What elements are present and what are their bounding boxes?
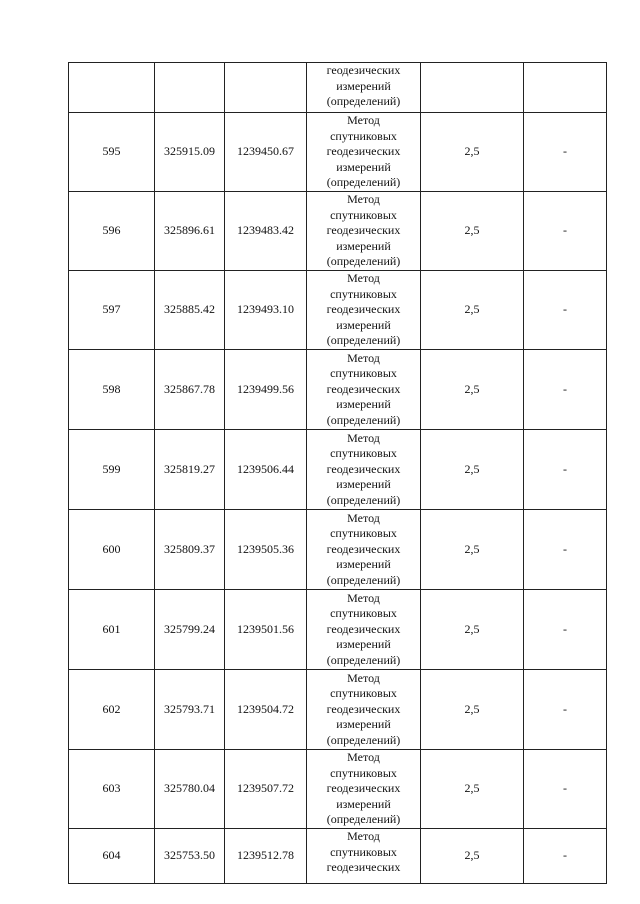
method-line: (определений) — [326, 492, 401, 507]
cell-method — [307, 750, 421, 829]
cell-note: - — [524, 430, 607, 510]
method-line: геодезических — [326, 223, 401, 238]
cell-x: 325799.24 — [155, 590, 225, 670]
cell-y: 1239493.10 — [225, 271, 307, 350]
cell-accuracy: 2,5 — [421, 750, 524, 829]
cell-accuracy: 2,5 — [421, 113, 524, 192]
cell-num: 602 — [69, 670, 155, 750]
method-line: Метод — [347, 750, 380, 764]
table-row — [69, 113, 607, 192]
table-row — [69, 670, 607, 750]
table-row — [69, 430, 607, 510]
method-line: измерений — [336, 557, 391, 572]
method-line: (определений) — [326, 94, 401, 109]
cell-note — [524, 63, 607, 113]
cell-accuracy: 2,5 — [421, 670, 524, 750]
cell-method — [307, 510, 421, 590]
cell-method — [307, 828, 421, 883]
cell-num — [69, 63, 155, 113]
cell-num: 599 — [69, 430, 155, 510]
cell-accuracy: 2,5 — [421, 350, 524, 430]
method-line: Метод — [347, 192, 380, 207]
cell-num: 598 — [69, 350, 155, 430]
method-line: геодезических — [326, 63, 401, 77]
coordinates-table — [68, 62, 607, 884]
method-line: спутниковых — [330, 446, 397, 461]
method-line: измерений — [336, 796, 391, 811]
cell-accuracy: 2,5 — [421, 510, 524, 590]
cell-method — [307, 350, 421, 430]
method-line: измерений — [336, 78, 391, 93]
cell-y: 1239506.44 — [225, 430, 307, 510]
cell-y: 1239507.72 — [225, 750, 307, 829]
method-line: Метод — [347, 271, 380, 286]
table-row — [69, 350, 607, 430]
table-row — [69, 510, 607, 590]
cell-note: - — [524, 271, 607, 350]
table-body — [69, 63, 607, 884]
cell-y: 1239483.42 — [225, 192, 307, 271]
cell-y: 1239505.36 — [225, 510, 307, 590]
cell-y — [225, 63, 307, 113]
cell-x: 325753.50 — [155, 828, 225, 883]
method-line: измерений — [336, 238, 391, 253]
method-line: геодезических — [326, 860, 401, 875]
cell-method — [307, 670, 421, 750]
cell-x — [155, 63, 225, 113]
method-line: измерений — [336, 317, 391, 332]
cell-note: - — [524, 670, 607, 750]
method-line: измерений — [336, 477, 391, 492]
method-line: (определений) — [326, 333, 401, 348]
cell-num: 600 — [69, 510, 155, 590]
cell-x: 325809.37 — [155, 510, 225, 590]
table-row-continuation — [69, 63, 607, 113]
table-row — [69, 192, 607, 271]
cell-y: 1239499.56 — [225, 350, 307, 430]
cell-num: 595 — [69, 113, 155, 192]
cell-accuracy: 2,5 — [421, 271, 524, 350]
cell-y: 1239504.72 — [225, 670, 307, 750]
cell-x: 325885.42 — [155, 271, 225, 350]
cell-x: 325867.78 — [155, 350, 225, 430]
cell-note: - — [524, 113, 607, 192]
method-line: геодезических — [326, 701, 401, 716]
cell-y: 1239450.67 — [225, 113, 307, 192]
method-line: Метод — [347, 113, 380, 128]
method-line: геодезических — [326, 541, 401, 556]
cell-y: 1239512.78 — [225, 828, 307, 883]
method-line: спутниковых — [330, 366, 397, 381]
method-line: спутниковых — [330, 526, 397, 541]
method-line: измерений — [336, 159, 391, 174]
cell-num: 596 — [69, 192, 155, 271]
method-line: геодезических — [326, 144, 401, 159]
cell-accuracy: 2,5 — [421, 828, 524, 883]
method-line: спутниковых — [330, 765, 397, 780]
cell-method — [307, 590, 421, 670]
cell-y: 1239501.56 — [225, 590, 307, 670]
method-line: геодезических — [326, 621, 401, 636]
cell-method — [307, 430, 421, 510]
method-line: спутниковых — [330, 286, 397, 301]
cell-accuracy — [421, 63, 524, 113]
cell-accuracy: 2,5 — [421, 192, 524, 271]
method-line: (определений) — [326, 812, 401, 827]
cell-num: 604 — [69, 828, 155, 883]
method-line: Метод — [347, 510, 380, 525]
cell-note: - — [524, 828, 607, 883]
method-line: (определений) — [326, 652, 401, 667]
cell-note: - — [524, 350, 607, 430]
method-line: измерений — [336, 397, 391, 412]
method-line: Метод — [347, 350, 380, 365]
method-line: спутниковых — [330, 128, 397, 143]
method-line: (определений) — [326, 412, 401, 427]
method-line: (определений) — [326, 175, 401, 190]
cell-method — [307, 113, 421, 192]
cell-note: - — [524, 590, 607, 670]
cell-note: - — [524, 750, 607, 829]
cell-x: 325793.71 — [155, 670, 225, 750]
method-line: геодезических — [326, 781, 401, 796]
method-line: Метод — [347, 828, 380, 843]
method-line: спутниковых — [330, 606, 397, 621]
method-line: (определений) — [326, 572, 401, 587]
method-line: (определений) — [326, 254, 401, 269]
table-row — [69, 750, 607, 829]
cell-note: - — [524, 510, 607, 590]
method-line: геодезических — [326, 381, 401, 396]
table-row — [69, 271, 607, 350]
cell-x: 325780.04 — [155, 750, 225, 829]
cell-x: 325896.61 — [155, 192, 225, 271]
cell-method — [307, 63, 421, 113]
cell-accuracy: 2,5 — [421, 590, 524, 670]
cell-num: 601 — [69, 590, 155, 670]
cell-method — [307, 271, 421, 350]
table-row — [69, 828, 607, 883]
table-row — [69, 590, 607, 670]
method-line: измерений — [336, 717, 391, 732]
cell-accuracy: 2,5 — [421, 430, 524, 510]
cell-num: 597 — [69, 271, 155, 350]
method-line: Метод — [347, 590, 380, 605]
cell-note: - — [524, 192, 607, 271]
method-line: измерений — [336, 637, 391, 652]
method-line: (определений) — [326, 732, 401, 747]
method-line: геодезических — [326, 461, 401, 476]
cell-x: 325819.27 — [155, 430, 225, 510]
method-line: геодезических — [326, 302, 401, 317]
method-line: спутниковых — [330, 686, 397, 701]
method-line: Метод — [347, 670, 380, 685]
method-line: спутниковых — [330, 207, 397, 222]
cell-x: 325915.09 — [155, 113, 225, 192]
cell-num: 603 — [69, 750, 155, 829]
method-line: Метод — [347, 430, 380, 445]
cell-method — [307, 192, 421, 271]
method-line: спутниковых — [330, 844, 397, 859]
